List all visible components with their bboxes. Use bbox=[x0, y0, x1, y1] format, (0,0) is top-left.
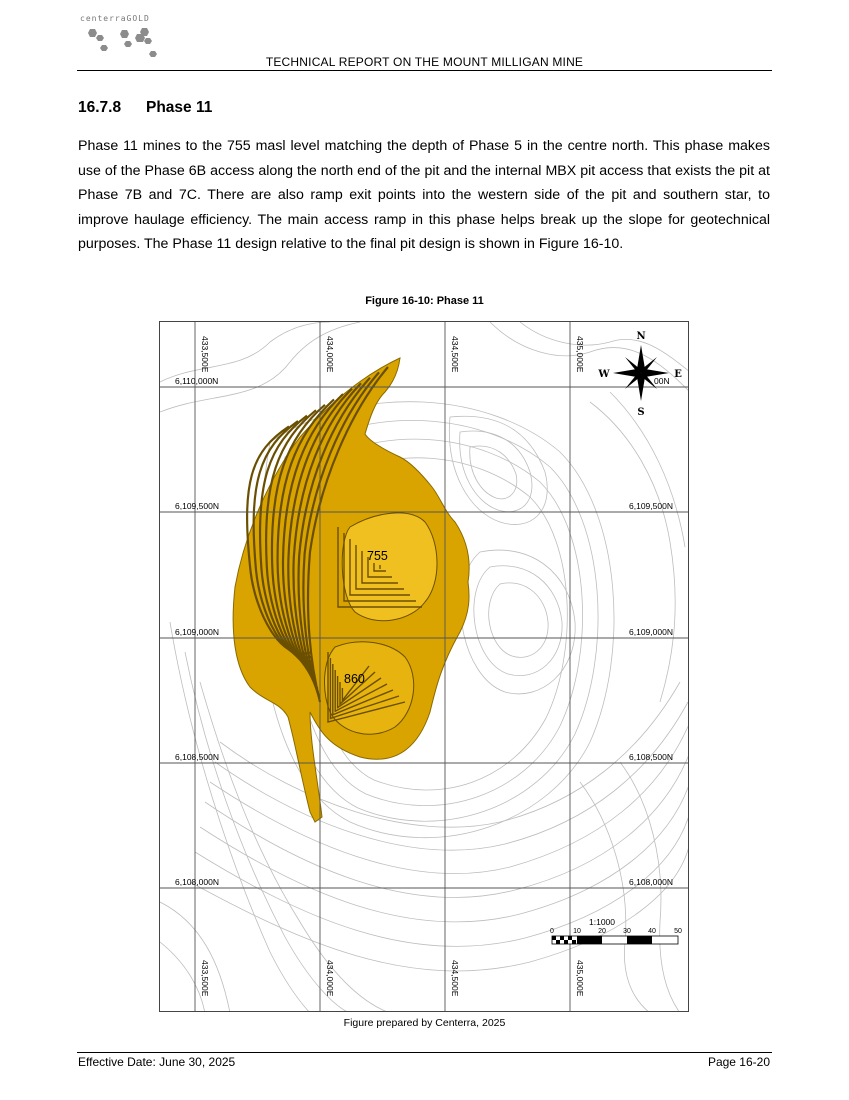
northing-label-right: 6,108,500N bbox=[629, 752, 673, 762]
elevation-label-755: 755 bbox=[367, 549, 388, 563]
scale-tick-label: 40 bbox=[648, 928, 656, 935]
compass-west-label: W bbox=[598, 369, 610, 380]
northing-label-left: 6,108,000N bbox=[175, 877, 219, 887]
scale-tick-label: 30 bbox=[623, 928, 631, 935]
compass-east-label: E bbox=[674, 369, 682, 380]
easting-label-top: 433,500E bbox=[200, 336, 210, 373]
figure-credit: Figure prepared by Centerra, 2025 bbox=[343, 1017, 506, 1029]
northing-label-left: 6,109,000N bbox=[175, 627, 219, 637]
footer-divider bbox=[77, 1052, 772, 1053]
scale-tick-label: 10 bbox=[573, 928, 581, 935]
scale-ratio: 1:1000 bbox=[589, 917, 615, 927]
section-number: 16.7.8 bbox=[78, 99, 122, 116]
elevation-label-860: 860 bbox=[344, 672, 365, 686]
northing-label-right: 6,108,000N bbox=[629, 877, 673, 887]
pit-design-map bbox=[159, 321, 689, 1012]
northing-label-right: 6,109,500N bbox=[629, 501, 673, 511]
figure-caption: Figure 16-10: Phase 11 bbox=[365, 295, 484, 307]
easting-label-top: 434,000E bbox=[325, 336, 335, 373]
northing-label-left: 6,109,500N bbox=[175, 501, 219, 511]
report-title: TECHNICAL REPORT ON THE MOUNT MILLIGAN MINE bbox=[265, 55, 584, 69]
section-title: Phase 11 bbox=[146, 99, 213, 116]
page-number: Page 16-20 bbox=[707, 1055, 770, 1069]
northing-label-left: 6,108,500N bbox=[175, 752, 219, 762]
section-heading bbox=[78, 99, 212, 117]
easting-label-bottom: 435,000E bbox=[575, 960, 585, 997]
northing-label-right: 00N bbox=[654, 376, 670, 386]
compass-north-label: N bbox=[636, 331, 646, 342]
logo-wordmark: centerraGOLD bbox=[80, 14, 150, 23]
northing-label-right: 6,109,000N bbox=[629, 627, 673, 637]
scale-tick-label: 50 bbox=[674, 928, 682, 935]
easting-label-top: 435,000E bbox=[575, 336, 585, 373]
scale-tick-label: 0 bbox=[550, 928, 554, 935]
scale-tick-label: 20 bbox=[598, 928, 606, 935]
body-paragraph: Phase 11 mines to the 755 masl level matching the depth of Phase 5 in the centre north. This phase makes use of the Phase 6B access along the north end of the pit and the internal MBX pit access that exists the pit at Phase 7B and 7C. There are also ramp exit points into the western side of the pit and southern star, to improve haulage efficiency. The main access ramp in this phase helps break up the slope for geotechnical purposes. The Phase 11 design relative to the final pit design is shown in Figure 16-10. bbox=[78, 138, 770, 252]
northing-label-left: 6,110,000N bbox=[175, 376, 219, 386]
header-divider bbox=[77, 70, 772, 71]
compass-south-label: S bbox=[637, 407, 645, 418]
north-arrow-compass bbox=[597, 331, 682, 418]
easting-label-top: 434,500E bbox=[450, 336, 460, 373]
map-canvas bbox=[160, 322, 689, 1012]
easting-label-bottom: 434,000E bbox=[325, 960, 335, 997]
easting-label-bottom: 434,500E bbox=[450, 960, 460, 997]
effective-date: Effective Date: June 30, 2025 bbox=[78, 1055, 236, 1069]
easting-label-bottom: 433,500E bbox=[200, 960, 210, 997]
